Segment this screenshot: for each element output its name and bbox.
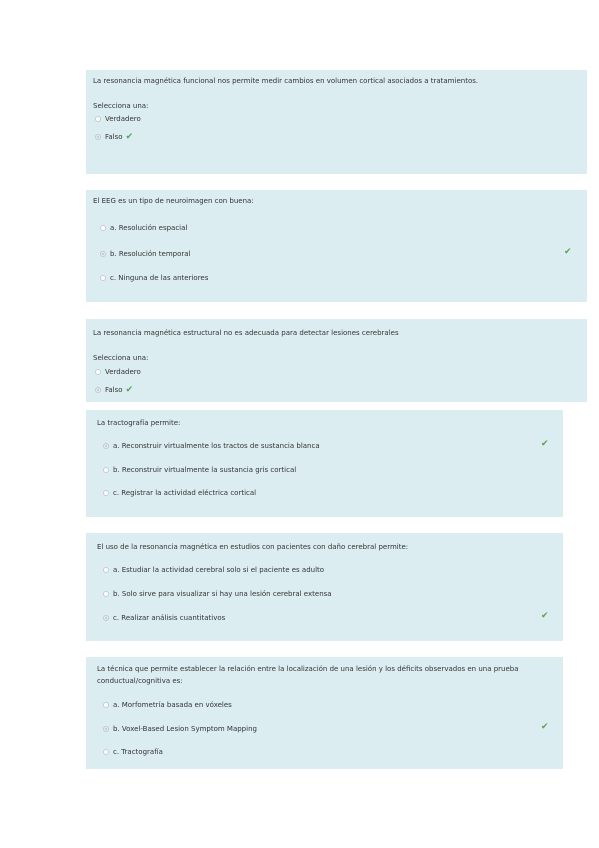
option-label: c. Realizar análisis cuantitativos bbox=[113, 614, 226, 622]
radio-button-selected[interactable] bbox=[103, 726, 109, 732]
check-icon: ✔ bbox=[541, 722, 549, 732]
radio-button[interactable] bbox=[100, 225, 106, 231]
option-a[interactable] bbox=[103, 700, 232, 710]
option-c[interactable] bbox=[103, 747, 163, 757]
option-a[interactable] bbox=[100, 223, 187, 233]
option-label: Falso bbox=[105, 386, 123, 394]
radio-button[interactable] bbox=[103, 467, 109, 473]
question-text: La resonancia magnética estructural no es adecuada para detectar lesiones cerebrales bbox=[93, 329, 399, 337]
option-label: c. Registrar la actividad eléctrica cortical bbox=[113, 489, 257, 497]
option-label: Verdadero bbox=[105, 115, 141, 123]
option-verdadero[interactable] bbox=[95, 367, 141, 377]
radio-button[interactable] bbox=[95, 369, 101, 375]
check-icon: ✔ bbox=[541, 611, 549, 621]
radio-button[interactable] bbox=[103, 567, 109, 573]
question-card-3 bbox=[86, 319, 587, 402]
option-b[interactable] bbox=[100, 249, 191, 259]
option-label: Verdadero bbox=[105, 368, 141, 376]
option-b[interactable] bbox=[103, 724, 257, 734]
select-one-prompt: Selecciona una: bbox=[93, 102, 149, 110]
option-label: a. Resolución espacial bbox=[110, 224, 188, 232]
option-label: b. Solo sirve para visualizar si hay una lesión cerebral extensa bbox=[113, 590, 332, 598]
question-text: La resonancia magnética funcional nos permite medir cambios en volumen cortical asociados a tratamientos. bbox=[93, 77, 479, 85]
check-icon: ✔ bbox=[125, 385, 134, 395]
option-verdadero[interactable] bbox=[95, 114, 141, 124]
check-icon: ✔ bbox=[541, 439, 549, 449]
option-c[interactable] bbox=[100, 273, 208, 283]
check-icon: ✔ bbox=[125, 132, 134, 142]
question-card-2 bbox=[86, 190, 587, 302]
option-a[interactable] bbox=[103, 565, 324, 575]
option-falso[interactable] bbox=[95, 132, 133, 142]
radio-button[interactable] bbox=[100, 275, 106, 281]
option-falso[interactable] bbox=[95, 385, 133, 395]
radio-button[interactable] bbox=[103, 591, 109, 597]
option-b[interactable] bbox=[103, 465, 296, 475]
option-label: a. Morfometría basada en vóxeles bbox=[113, 701, 232, 709]
option-label: Falso bbox=[105, 133, 123, 141]
radio-button[interactable] bbox=[95, 116, 101, 122]
question-text-line-2: conductual/cognitiva es: bbox=[97, 677, 183, 685]
option-label: c. Ninguna de las anteriores bbox=[110, 274, 209, 282]
option-c[interactable] bbox=[103, 613, 225, 623]
select-one-prompt: Selecciona una: bbox=[93, 354, 149, 362]
question-text: El EEG es un tipo de neuroimagen con buena: bbox=[93, 197, 254, 205]
radio-button[interactable] bbox=[103, 702, 109, 708]
radio-button-selected[interactable] bbox=[95, 134, 101, 140]
option-c[interactable] bbox=[103, 488, 256, 498]
radio-button-selected[interactable] bbox=[103, 615, 109, 621]
option-label: a. Estudiar la actividad cerebral solo si el paciente es adulto bbox=[113, 566, 325, 574]
option-label: b. Reconstruir virtualmente la sustancia gris cortical bbox=[113, 466, 297, 474]
question-card-6 bbox=[86, 657, 563, 769]
question-text-line-1: La técnica que permite establecer la relación entre la localización de una lesión y los déficits observados en una prueba bbox=[97, 665, 519, 673]
option-b[interactable] bbox=[103, 589, 332, 599]
option-label: a. Reconstruir virtualmente los tractos de sustancia blanca bbox=[113, 442, 320, 450]
option-label: b. Resolución temporal bbox=[110, 250, 191, 258]
radio-button-selected[interactable] bbox=[103, 443, 109, 449]
question-text: La tractografía permite: bbox=[97, 419, 181, 427]
radio-button-selected[interactable] bbox=[100, 251, 106, 257]
question-card-1 bbox=[86, 70, 587, 174]
question-card-4 bbox=[86, 410, 563, 517]
question-text: El uso de la resonancia magnética en estudios con pacientes con daño cerebral permite: bbox=[97, 543, 409, 551]
radio-button-selected[interactable] bbox=[95, 387, 101, 393]
check-icon: ✔ bbox=[564, 247, 572, 257]
option-a[interactable] bbox=[103, 441, 320, 451]
radio-button[interactable] bbox=[103, 490, 109, 496]
option-label: b. Voxel-Based Lesion Symptom Mapping bbox=[113, 725, 257, 733]
radio-button[interactable] bbox=[103, 749, 109, 755]
option-label: c. Tractografía bbox=[113, 748, 163, 756]
question-card-5 bbox=[86, 533, 563, 641]
